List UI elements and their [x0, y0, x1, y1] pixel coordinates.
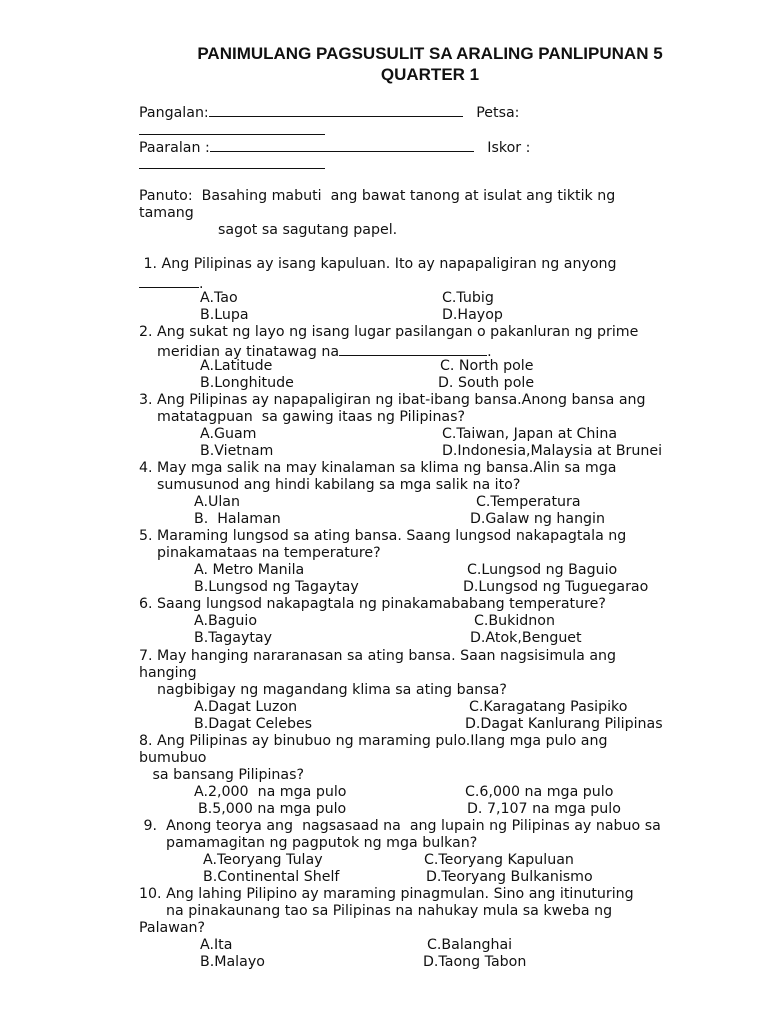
- pangalan-label: Pangalan:: [139, 105, 209, 121]
- q2-blank[interactable]: [339, 341, 487, 356]
- q9-option-d[interactable]: D.Teoryang Bulkanismo: [426, 869, 593, 885]
- q1-option-b[interactable]: B.Lupa: [200, 307, 249, 323]
- iskor-label: Iskor :: [487, 140, 531, 156]
- q3-option-d[interactable]: D.Indonesia,Malaysia at Brunei: [442, 443, 663, 459]
- q5-option-c[interactable]: C.Lungsod ng Baguio: [467, 562, 618, 578]
- q5-option-d[interactable]: D.Lungsod ng Tuguegarao: [463, 579, 649, 595]
- q8-option-b[interactable]: B.5,000 na mga pulo: [198, 801, 347, 817]
- q2-option-d[interactable]: D. South pole: [438, 375, 535, 391]
- q8-text-2: bumubuo: [139, 750, 207, 766]
- q4-option-b[interactable]: B. Halaman: [194, 511, 281, 527]
- q8-text-3: sa bansang Pilipinas?: [139, 767, 305, 783]
- q10-option-c[interactable]: C.Balanghai: [427, 937, 513, 953]
- iskor-blank-row: [139, 154, 325, 174]
- q9-option-a[interactable]: A.Teoryang Tulay: [203, 852, 323, 868]
- q10-option-d[interactable]: D.Taong Tabon: [423, 954, 527, 970]
- q2-text-2: meridian ay tinatawag na: [139, 344, 340, 360]
- q4-option-d[interactable]: D.Galaw ng hangin: [470, 511, 605, 527]
- q7-option-d[interactable]: D.Dagat Kanlurang Pilipinas: [465, 716, 663, 732]
- q10-option-b[interactable]: B.Malayo: [200, 954, 265, 970]
- q7-text-2: hanging: [139, 665, 197, 681]
- q3-text-1: 3. Ang Pilipinas ay napapaligiran ng ibat-ibang bansa.Anong bansa ang: [139, 392, 646, 408]
- q6-option-a[interactable]: A.Baguio: [194, 613, 258, 629]
- q7-option-a[interactable]: A.Dagat Luzon: [194, 699, 298, 715]
- q3-option-b[interactable]: B.Vietnam: [200, 443, 274, 459]
- q1-blank[interactable]: [139, 273, 199, 288]
- q2-text-1: 2. Ang sukat ng layo ng isang lugar pasilangan o pakanluran ng prime: [139, 324, 639, 340]
- title-line-1: PANIMULANG PAGSUSULIT SA ARALING PANLIPUNAN 5: [197, 44, 663, 63]
- q5-text-2: pinakamataas na temperature?: [139, 545, 381, 561]
- q7-option-c[interactable]: C.Karagatang Pasipiko: [469, 699, 628, 715]
- q5-text-1: 5. Maraming lungsod sa ating bansa. Saang lungsod nakapagtala ng: [139, 528, 627, 544]
- q5-option-b[interactable]: B.Lungsod ng Tagaytay: [194, 579, 359, 595]
- iskor-blank[interactable]: [139, 154, 325, 169]
- pangalan-row: [139, 102, 519, 122]
- q9-option-b[interactable]: B.Continental Shelf: [203, 869, 340, 885]
- q2-option-c[interactable]: C. North pole: [440, 358, 534, 374]
- q4-text-2: sumusunod ang hindi kabilang sa mga salik na ito?: [139, 477, 521, 493]
- q4-text-1: 4. May mga salik na may kinalaman sa klima ng bansa.Alin sa mga: [139, 460, 617, 476]
- q10-text-2: na pinakaunang tao sa Pilipinas na nahukay mula sa kweba ng: [139, 903, 613, 919]
- q5-option-a[interactable]: A. Metro Manila: [194, 562, 305, 578]
- page-title: [140, 43, 720, 85]
- instructions-line-2: tamang: [139, 205, 194, 221]
- q8-option-a[interactable]: A.2,000 na mga pulo: [194, 784, 347, 800]
- q6-text-1: 6. Saang lungsod nakapagtala ng pinakamababang temperature?: [139, 596, 606, 612]
- q6-option-b[interactable]: B.Tagaytay: [194, 630, 273, 646]
- q1-option-d[interactable]: D.Hayop: [442, 307, 503, 323]
- q10-text-3: Palawan?: [139, 920, 206, 936]
- q3-option-a[interactable]: A.Guam: [200, 426, 257, 442]
- q2-end: .: [487, 344, 492, 360]
- q9-text-2: pamamagitan ng pagputok ng mga bulkan?: [139, 835, 478, 851]
- pangalan-blank[interactable]: [209, 102, 463, 117]
- q2-option-b[interactable]: B.Longhitude: [200, 375, 294, 391]
- q10-option-a[interactable]: A.Ita: [200, 937, 233, 953]
- q8-option-c[interactable]: C.6,000 na mga pulo: [465, 784, 614, 800]
- q7-text-1: 7. May hanging nararanasan sa ating bansa. Saan nagsisimula ang: [139, 648, 617, 664]
- q1-option-c[interactable]: C.Tubig: [442, 290, 494, 306]
- q1-text: 1. Ang Pilipinas ay isang kapuluan. Ito ay napapaligiran ng anyong: [139, 256, 617, 272]
- paaralan-label: Paaralan :: [139, 140, 210, 156]
- q9-text-1: 9. Anong teorya ang nagsasaad na ang lupain ng Pilipinas ay nabuo sa: [139, 818, 661, 834]
- q9-option-c[interactable]: C.Teoryang Kapuluan: [424, 852, 574, 868]
- q2-option-a[interactable]: A.Latitude: [200, 358, 273, 374]
- q1-blank-row: [139, 273, 204, 293]
- q1-blank-end: .: [199, 276, 204, 292]
- q4-option-a[interactable]: A.Ulan: [194, 494, 240, 510]
- q3-option-c[interactable]: C.Taiwan, Japan at China: [442, 426, 618, 442]
- petsa-blank[interactable]: [139, 120, 325, 135]
- paaralan-blank[interactable]: [210, 137, 474, 152]
- instructions-line-3: sagot sa sagutang papel.: [218, 222, 398, 238]
- q10-text-1: 10. Ang lahing Pilipino ay maraming pinagmulan. Sino ang itinuturing: [139, 886, 634, 902]
- q2-text-2-row: [139, 341, 492, 361]
- q1-option-a[interactable]: A.Tao: [200, 290, 238, 306]
- q8-option-d[interactable]: D. 7,107 na mga pulo: [467, 801, 621, 817]
- instructions-line-1: Panuto: Basahing mabuti ang bawat tanong at isulat ang tiktik ng: [139, 188, 616, 204]
- title-line-2: QUARTER 1: [380, 65, 480, 84]
- q7-option-b[interactable]: B.Dagat Celebes: [194, 716, 313, 732]
- q3-text-2: matatagpuan sa gawing itaas ng Pilipinas?: [139, 409, 466, 425]
- q8-text-1: 8. Ang Pilipinas ay binubuo ng maraming pulo.Ilang mga pulo ang: [139, 733, 608, 749]
- q6-option-d[interactable]: D.Atok,Benguet: [470, 630, 582, 646]
- q7-text-3: nagbibigay ng magandang klima sa ating bansa?: [139, 682, 507, 698]
- q4-option-c[interactable]: C.Temperatura: [476, 494, 581, 510]
- petsa-label: Petsa:: [476, 105, 520, 121]
- q6-option-c[interactable]: C.Bukidnon: [474, 613, 555, 629]
